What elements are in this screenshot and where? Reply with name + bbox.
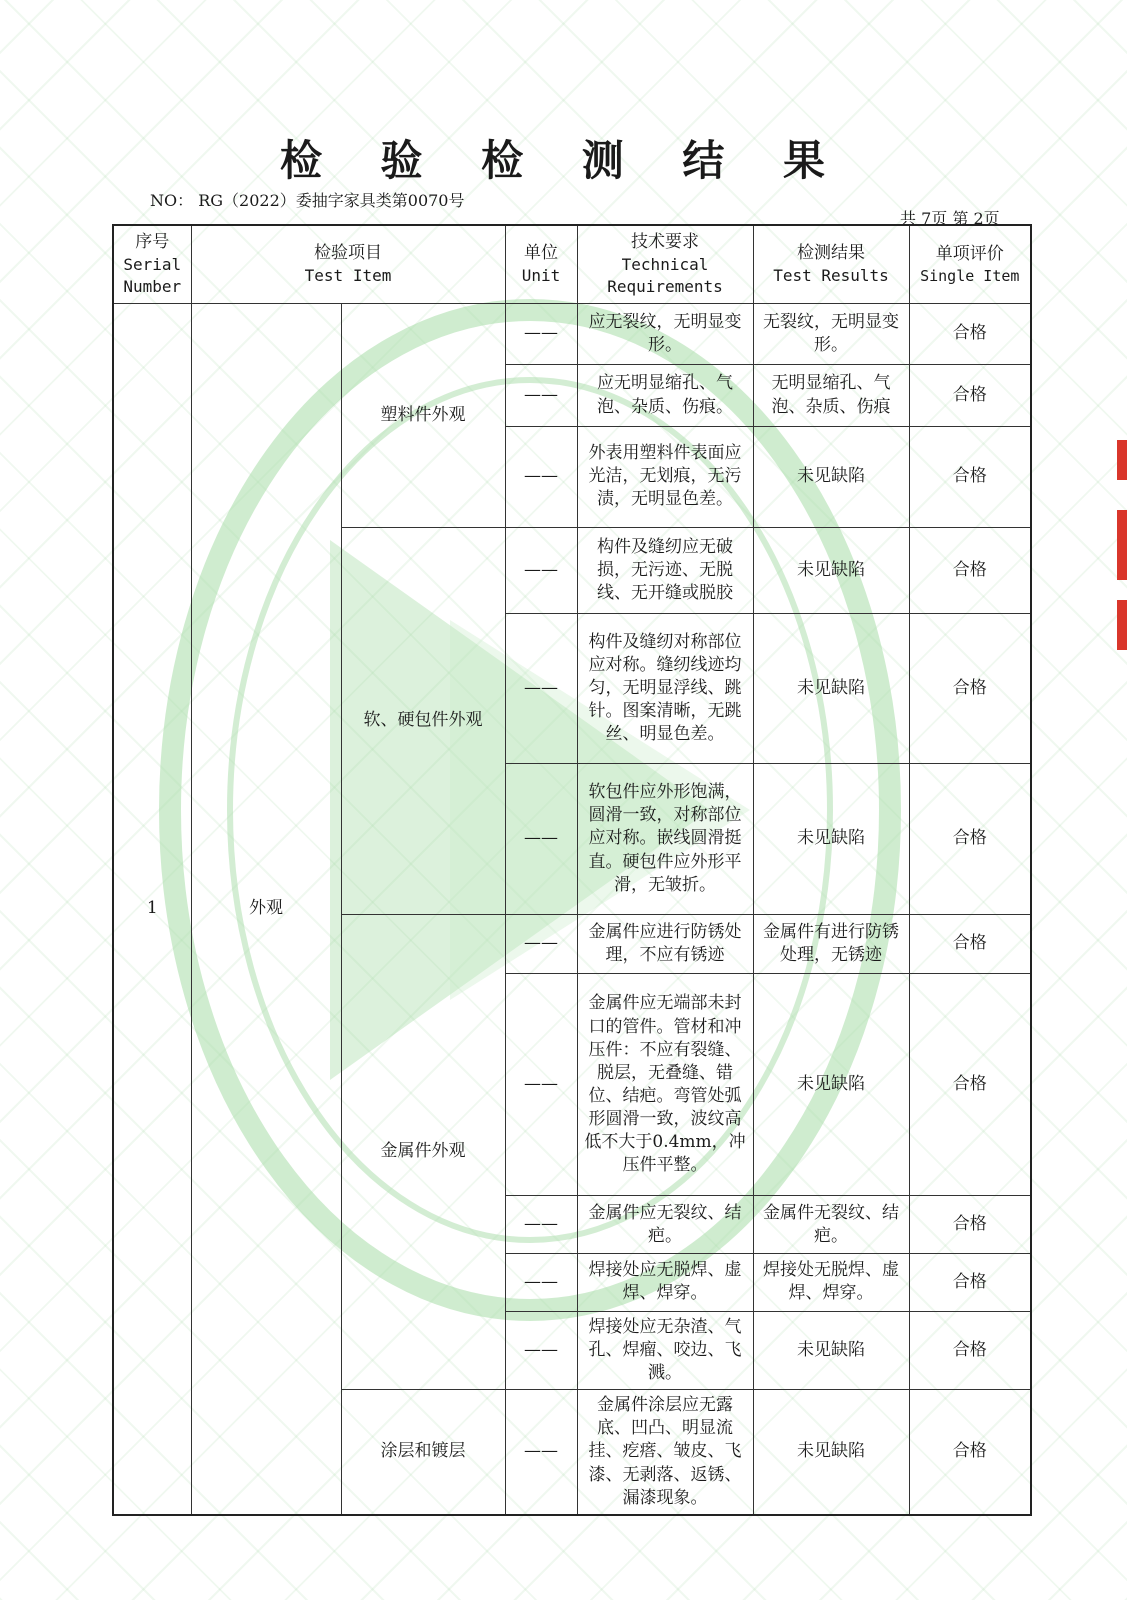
result-cell: 未见缺陷 — [753, 764, 909, 914]
results-table — [112, 224, 1032, 1516]
header-results — [753, 225, 909, 303]
unit-cell: —— — [505, 1196, 577, 1254]
header-evaluation — [909, 225, 1031, 303]
requirement-cell: 金属件应无端部未封口的管件。管材和冲压件：不应有裂缝、脱层，无叠缝、错位、结疤。弯管处弧形圆滑一致，波纹高低不大于0.4mm，冲压件平整。 — [577, 974, 753, 1196]
header-serial-cn: 序号 — [135, 231, 170, 252]
group-cell-upholstery: 软、硬包件外观 — [341, 527, 505, 914]
evaluation-cell: 合格 — [909, 764, 1031, 914]
unit-cell: —— — [505, 527, 577, 613]
header-test-item — [191, 225, 505, 303]
result-cell: 未见缺陷 — [753, 1389, 909, 1515]
result-cell: 未见缺陷 — [753, 614, 909, 764]
evaluation-cell: 合格 — [909, 527, 1031, 613]
evaluation-cell: 合格 — [909, 914, 1031, 974]
unit-cell: —— — [505, 1254, 577, 1312]
header-serial — [113, 225, 191, 303]
evaluation-cell: 合格 — [909, 974, 1031, 1196]
page-title: 检 验 检 测 结 果 — [279, 136, 848, 185]
evaluation-cell: 合格 — [909, 303, 1031, 365]
requirement-cell: 焊接处应无脱焊、虚焊、焊穿。 — [577, 1254, 753, 1312]
header-requirements-cn: 技术要求 — [631, 231, 700, 252]
result-cell: 未见缺陷 — [753, 974, 909, 1196]
result-cell: 无明显缩孔、气泡、杂质、伤痕 — [753, 365, 909, 427]
report-number-label: NO： — [150, 191, 194, 210]
result-cell: 未见缺陷 — [753, 527, 909, 613]
requirement-cell: 金属件应进行防锈处理，不应有锈迹 — [577, 914, 753, 974]
unit-cell: —— — [505, 614, 577, 764]
evaluation-cell: 合格 — [909, 614, 1031, 764]
requirement-cell: 外表用塑料件表面应光洁，无划痕，无污渍，无明显色差。 — [577, 426, 753, 527]
unit-cell: —— — [505, 426, 577, 527]
header-requirements-en2: Requirements — [607, 276, 723, 296]
evaluation-cell: 合格 — [909, 1311, 1031, 1389]
result-cell: 焊接处无脱焊、虚焊、焊穿。 — [753, 1254, 909, 1312]
serial-number-cell: 1 — [113, 303, 191, 1515]
result-cell: 无裂纹，无明显变形。 — [753, 303, 909, 365]
header-requirements — [577, 225, 753, 303]
unit-cell: —— — [505, 1389, 577, 1515]
evaluation-cell: 合格 — [909, 426, 1031, 527]
unit-cell: —— — [505, 914, 577, 974]
unit-cell: —— — [505, 764, 577, 914]
header-evaluation-cn: 单项评价 — [935, 243, 1004, 264]
evaluation-cell: 合格 — [909, 365, 1031, 427]
unit-cell: —— — [505, 1311, 577, 1389]
header-results-cn: 检测结果 — [797, 242, 866, 263]
header-requirements-en1: Technical — [621, 255, 709, 275]
result-cell: 未见缺陷 — [753, 1311, 909, 1389]
header-evaluation-en: Single Item — [920, 266, 1020, 285]
red-stamp-edge-top — [1117, 440, 1127, 480]
evaluation-cell: 合格 — [909, 1254, 1031, 1312]
requirement-cell: 构件及缝纫对称部位应对称。缝纫线迹均匀，无明显浮线、跳针。图案清晰，无跳丝、明显色差。 — [577, 614, 753, 764]
table-header-row — [113, 225, 1031, 303]
red-stamp-edge-bottom — [1117, 600, 1127, 650]
unit-cell: —— — [505, 303, 577, 365]
header-unit-en: Unit — [521, 265, 561, 285]
requirement-cell: 焊接处应无杂渣、气孔、焊瘤、咬边、飞溅。 — [577, 1311, 753, 1389]
header-test-item-en: Test Item — [304, 265, 392, 285]
result-cell: 未见缺陷 — [753, 426, 909, 527]
header-serial-en1: Serial — [123, 255, 182, 275]
requirement-cell: 金属件应无裂纹、结疤。 — [577, 1196, 753, 1254]
result-cell: 金属件有进行防锈处理，无锈迹 — [753, 914, 909, 974]
evaluation-cell: 合格 — [909, 1196, 1031, 1254]
requirement-cell: 构件及缝纫应无破损，无污迹、无脱线、无开缝或脱胶 — [577, 527, 753, 613]
report-number-value: RG（2022）委抽字家具类第0070号 — [198, 191, 465, 210]
page-indicator: 共 7页 第 2页 — [900, 209, 1000, 228]
header-unit-cn: 单位 — [524, 242, 559, 263]
table-row — [113, 303, 1031, 365]
requirement-cell: 软包件应外形饱满，圆滑一致，对称部位应对称。嵌线圆滑挺直。硬包件应外形平滑，无皱折。 — [577, 764, 753, 914]
header-serial-en2: Number — [123, 276, 182, 296]
red-stamp-edge-mid — [1117, 510, 1127, 580]
group-cell-plastic: 塑料件外观 — [341, 303, 505, 527]
report-number — [150, 188, 465, 211]
header-results-en: Test Results — [773, 265, 889, 285]
evaluation-cell: 合格 — [909, 1389, 1031, 1515]
group-cell-coating: 涂层和镀层 — [341, 1389, 505, 1515]
group-cell-metal: 金属件外观 — [341, 914, 505, 1389]
category-cell: 外观 — [191, 303, 341, 1515]
requirement-cell: 应无裂纹，无明显变形。 — [577, 303, 753, 365]
header-test-item-cn: 检验项目 — [314, 242, 382, 263]
result-cell: 金属件无裂纹、结疤。 — [753, 1196, 909, 1254]
requirement-cell: 金属件涂层应无露底、凹凸、明显流挂、疙瘩、皱皮、飞漆、无剥落、返锈、漏漆现象。 — [577, 1389, 753, 1515]
header-unit — [505, 225, 577, 303]
unit-cell: —— — [505, 365, 577, 427]
requirement-cell: 应无明显缩孔、气泡、杂质、伤痕。 — [577, 365, 753, 427]
unit-cell: —— — [505, 974, 577, 1196]
